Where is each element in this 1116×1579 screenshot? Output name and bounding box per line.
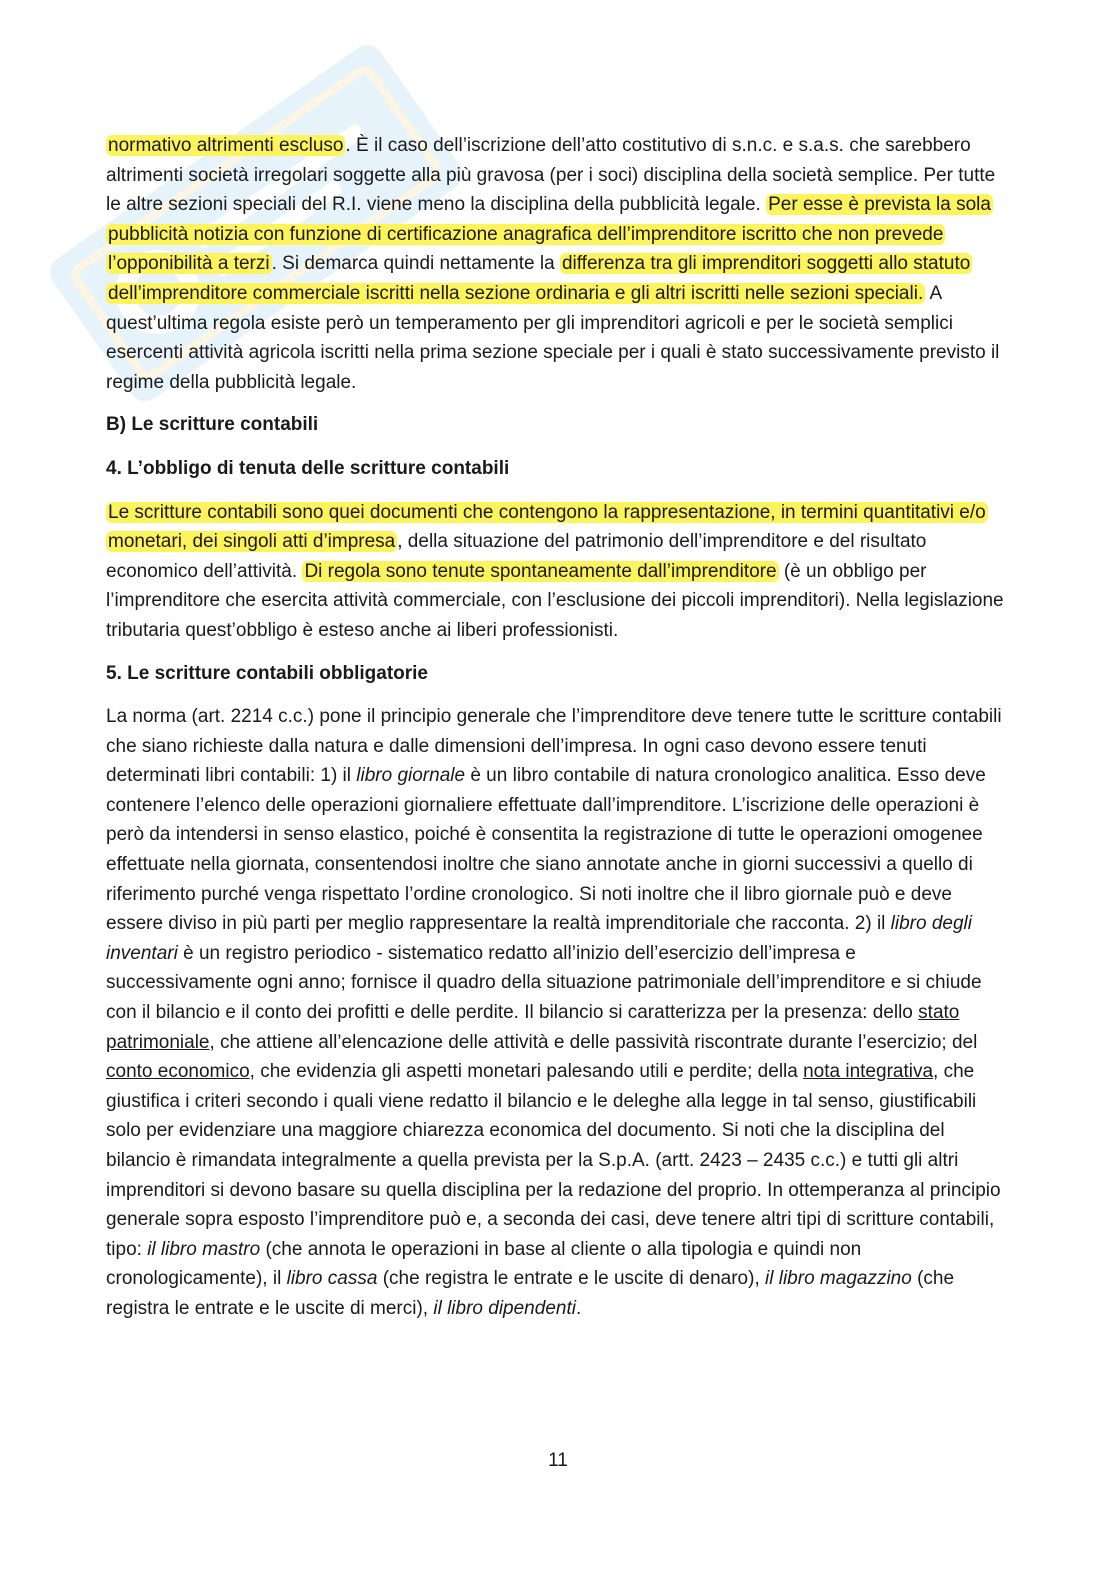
text-run: è un libro contabile di natura cronologico analitica. Esso deve contenere l’elenco delle operazioni giornaliere effettuate dall’imprenditore. L’iscrizione delle operazioni è però da intendersi in senso elastico, poiché è consentita la registrazione di tutte le operazioni omogenee effettuate nella giornata, consentendosi inoltre che siano annotate anche in giorni successivi a quello di riferimento purché venga rispettato l’ordine cronologico. Si noti inoltre che il libro giornale può e deve essere diviso in più parti per meglio rappresentare la realtà imprenditoriale che racconta. 2) il (106, 765, 986, 935)
underlined-term: conto economico (106, 1061, 250, 1083)
text-run: , che attiene all’elencazione delle attività e delle passività riscontrate durante l’esercizio; del (209, 1031, 978, 1053)
text-run: La norma (art. 2214 c.c.) pone il principio generale che l’imprenditore deve tenere tutte le scritture contabili che siano richieste dalla natura e dalle dimensioni dell’impresa. In ogni caso devono essere tenuti determinati libri contabili: 1) il (106, 706, 1002, 787)
underlined-term: nota integrativa (803, 1061, 934, 1083)
italic-term: il libro dipendenti (433, 1297, 576, 1319)
page-number: 11 (548, 1450, 568, 1471)
text-run: (è un obbligo per l’imprenditore che esercita attività commerciale, con l’esclusione dei piccoli imprenditori). Nella legislazione tributaria quest’obbligo è esteso anche ai liberi professionisti. (106, 560, 1004, 641)
highlighted-text: Per esse è prevista la sola pubblicità notizia con funzione di certificazione anagrafica dell’imprenditore iscritto che non prevede l’opponibilità a terzi (108, 194, 991, 275)
text-run: , della situazione del patrimonio dell’imprenditore e del risultato economico dell’attività. (106, 531, 927, 582)
section-heading-5: 5. Le scritture contabili obbligatorie (106, 662, 428, 684)
highlighted-text: Di regola sono tenute spontaneamente dall’imprenditore (304, 560, 777, 582)
section-heading-4: 4. L’obbligo di tenuta delle scritture contabili (106, 457, 510, 479)
highlighted-text: differenza tra gli imprenditori soggetti allo statuto dell’imprenditore commerciale iscritti nella sezione ordinaria e gli altri iscritti nelle sezioni speciali. (108, 253, 971, 304)
highlighted-text: normativo altrimenti escluso (108, 135, 344, 156)
text-run: A quest’ultima regola esiste però un temperamento per gli imprenditori agricoli e per le società semplici esercenti attività agricola iscritti nella prima sezione speciale per i quali è stato successivamente previsto il regime della pubblicità legale. (106, 282, 1000, 393)
text-run: , che evidenzia gli aspetti monetari palesando utili e perdite; della (249, 1061, 804, 1083)
italic-term: il libro magazzino (765, 1268, 912, 1290)
underlined-term: stato patrimoniale (106, 1002, 960, 1053)
text-run: , che giustifica i criteri secondo i quali viene redatto il bilancio e le deleghe alla legge in tal senso, giustificabili solo per evidenziare una maggiore chiarezza economica del documento. Si noti che la disciplina del bilancio è rimandata integralmente a quella prevista per la S.p.A. (artt. 2423 – 2435 c.c.) e tutti gli altri imprenditori si devono basare su quella disciplina per la redazione del proprio. In ottemperanza al principio generale sopra esposto l’imprenditore può e, a seconda dei casi, deve tenere altri tipi di scritture contabili, tipo: (106, 1061, 1001, 1260)
document-page (106, 131, 1006, 1337)
text-run: è un registro periodico - sistematico redatto all’inizio dell’esercizio dell’impresa e successivamente ogni anno; fornisce il quadro della situazione patrimoniale dell’imprenditore e si chiude con il bilancio e il conto dei profitti e delle perdite. Il bilancio si caratterizza per la presenza: dello (106, 942, 982, 1024)
paragraph-intro (106, 131, 1006, 397)
text-run: (che registra le entrate e le uscite di denaro), (377, 1268, 766, 1290)
paragraph-obbligo-tenuta (106, 498, 1006, 646)
paragraph-scritture-obbligatorie (106, 702, 1006, 1323)
text-run: . Si demarca quindi nettamente la (271, 253, 560, 275)
italic-term: libro degli inventari (106, 913, 972, 964)
text-run: . È il caso dell’iscrizione dell’atto costitutivo di s.n.c. e s.a.s. che sarebbero altrimenti società irregolari soggette alla più gravosa (per i soci) disciplina della società semplice. Per tutte le altre sezioni speciali del R.I. viene meno la disciplina della pubblicità legale. (106, 135, 996, 216)
italic-term: libro giornale (356, 765, 466, 787)
text-run: (che annota le operazioni in base al cliente o alla tipologia e quindi non cronologicamente), il (106, 1238, 862, 1290)
highlighted-text: Le scritture contabili sono quei documenti che contengono la rappresentazione, in termini quantitativi e/o monetari, dei singoli atti d’impresa (108, 501, 986, 553)
text-run: (che registra le entrate e le uscite di merci), (106, 1268, 955, 1319)
italic-term: libro cassa (286, 1268, 378, 1290)
italic-term: il libro mastro (147, 1238, 261, 1260)
section-heading-b: B) Le scritture contabili (106, 414, 319, 436)
text-run: . (575, 1297, 582, 1319)
